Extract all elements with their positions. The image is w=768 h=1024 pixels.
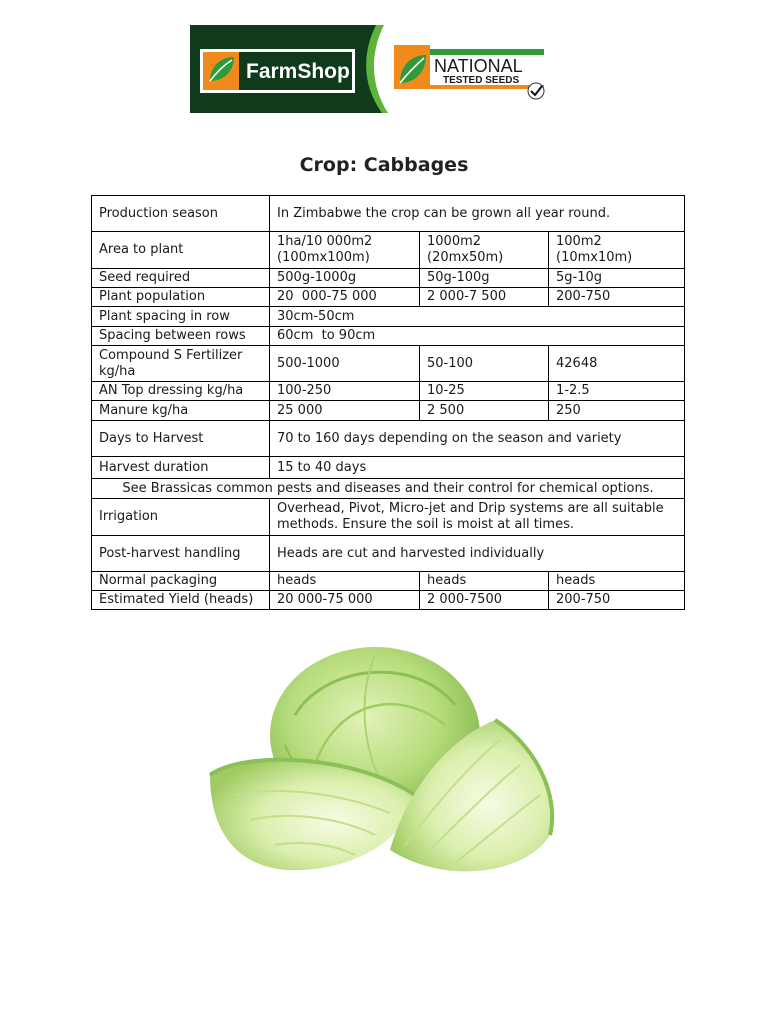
cell-1ha: 500g-1000g [270,269,420,288]
row-label: Days to Harvest [92,421,270,457]
table-row [92,479,685,499]
table-row [92,196,685,232]
cell-100m2: heads [549,572,685,591]
table-row [92,536,685,572]
cell-100m2: 250 [549,401,685,421]
crop-info-table [91,195,685,610]
cell-1000m2: 2 000-7 500 [420,288,549,307]
row-label: Harvest duration [92,457,270,479]
cell-1000m2: 1000m2 (20mx50m) [420,232,549,269]
cell-1000m2: 2 500 [420,401,549,421]
cell-1000m2: 2 000-7500 [420,591,549,610]
page-title: Crop: Cabbages [299,154,469,176]
table-row [92,232,685,269]
row-label: Production season [92,196,270,232]
row-label: Seed required [92,269,270,288]
cell-1000m2: heads [420,572,549,591]
cell-100m2: 1-2.5 [549,382,685,401]
cell-1ha: 100-250 [270,382,420,401]
header-banner [190,25,555,113]
tested-seeds-text: TESTED SEEDS [443,75,520,86]
row-value: 15 to 40 days [270,457,685,479]
row-label: Spacing between rows [92,327,270,346]
row-value: Heads are cut and harvested individually [270,536,685,572]
row-label: Plant spacing in row [92,307,270,327]
row-label: Estimated Yield (heads) [92,591,270,610]
cell-1ha: 1ha/10 000m2 (100mx100m) [270,232,420,269]
cell-1ha: 500-1000 [270,346,420,382]
row-value: Overhead, Pivot, Micro-jet and Drip systems are all suitable methods. Ensure the soil is moist at all times. [270,499,685,536]
cell-100m2: 200-750 [549,591,685,610]
table-row [92,307,685,327]
cabbage-image [205,645,565,890]
table-row [92,382,685,401]
pests-note: See Brassicas common pests and diseases and their control for chemical options. [92,479,685,499]
row-label: Post-harvest handling [92,536,270,572]
cell-1000m2: 50g-100g [420,269,549,288]
row-value: In Zimbabwe the crop can be grown all year round. [270,196,685,232]
cell-1ha: heads [270,572,420,591]
row-value: 30cm-50cm [270,307,685,327]
farmshop-logo [200,49,355,93]
row-label: Manure kg/ha [92,401,270,421]
table-row [92,288,685,307]
table-row [92,327,685,346]
table-row [92,499,685,536]
row-label: Plant population [92,288,270,307]
cell-1000m2: 10-25 [420,382,549,401]
row-label: AN Top dressing kg/ha [92,382,270,401]
table-row [92,421,685,457]
cell-100m2: 5g-10g [549,269,685,288]
farmshop-logo-text: FarmShop [246,60,350,83]
checkmark-seal-icon [528,83,544,99]
row-value: 70 to 160 days depending on the season and variety [270,421,685,457]
cell-100m2: 100m2 (10mx10m) [549,232,685,269]
table-row [92,572,685,591]
row-label: Irrigation [92,499,270,536]
table-row [92,346,685,382]
table-row [92,401,685,421]
row-label: Normal packaging [92,572,270,591]
cell-1000m2: 50-100 [420,346,549,382]
table-row [92,457,685,479]
cell-100m2: 42648 [549,346,685,382]
cell-1ha: 20 000-75 000 [270,288,420,307]
table-row [92,591,685,610]
cell-100m2: 200-750 [549,288,685,307]
row-value: 60cm to 90cm [270,327,685,346]
cell-1ha: 25 000 [270,401,420,421]
table-row [92,269,685,288]
row-label: Area to plant [92,232,270,269]
cell-1ha: 20 000-75 000 [270,591,420,610]
row-label: Compound S Fertilizer kg/ha [92,346,270,382]
national-logo-text: NATIONAL [434,56,523,76]
